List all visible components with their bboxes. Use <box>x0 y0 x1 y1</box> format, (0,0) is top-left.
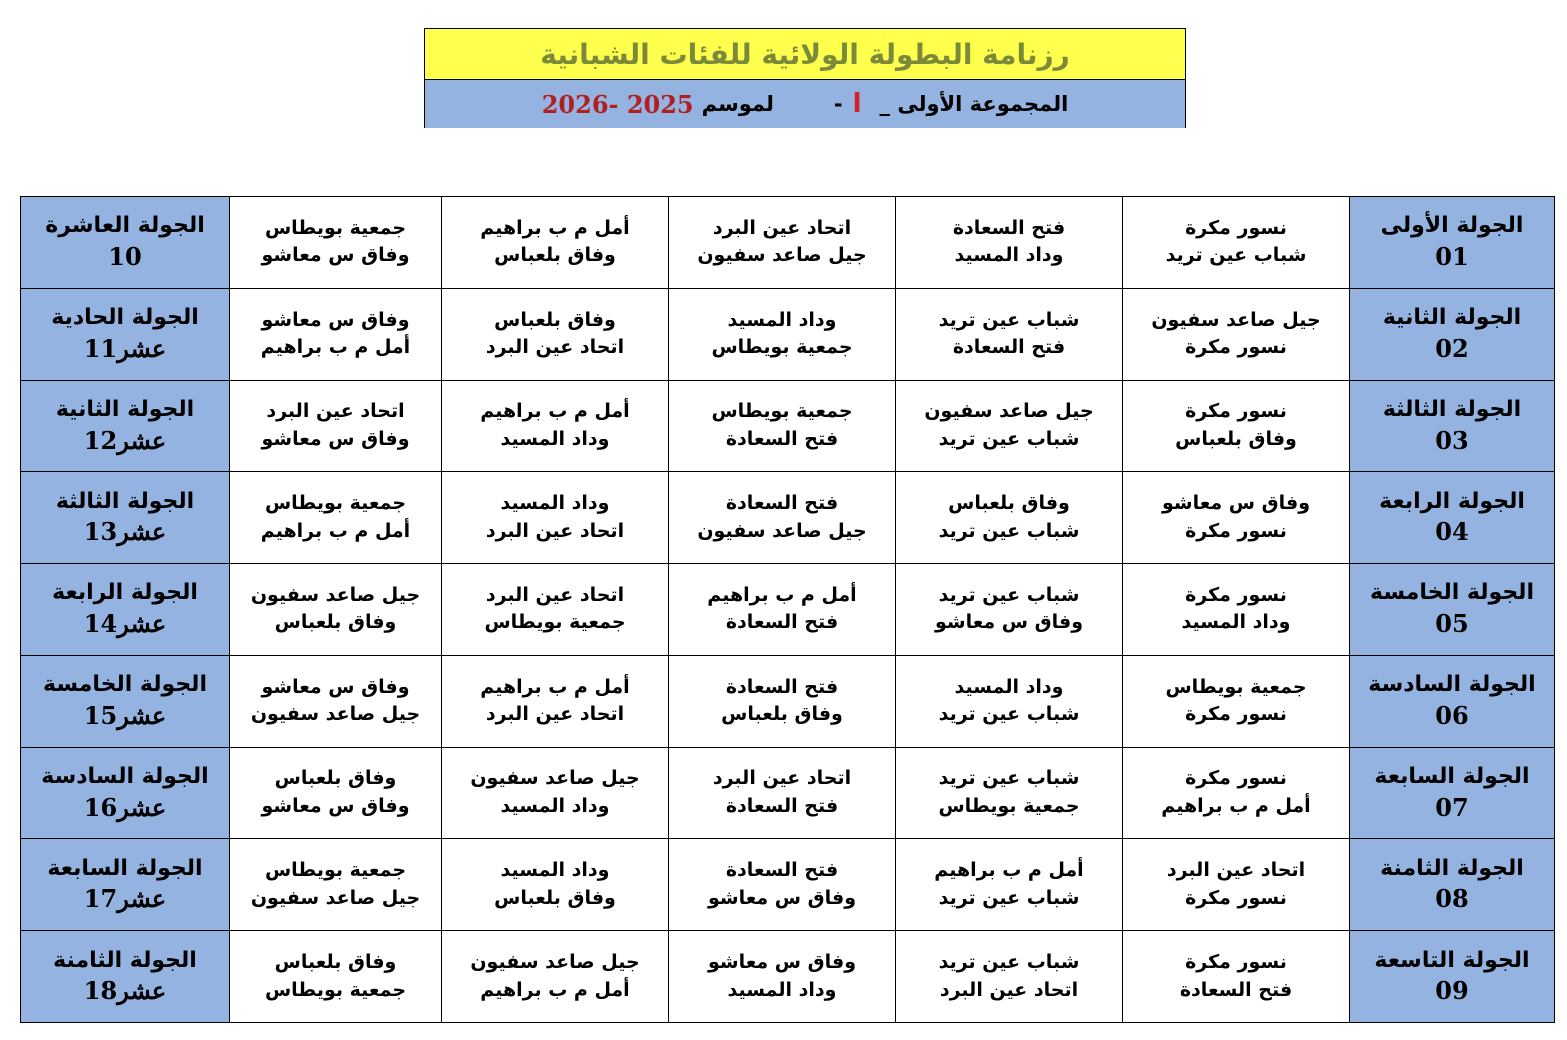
home-team: اتحاد عين البرد <box>712 767 852 790</box>
match-cell <box>669 655 896 747</box>
away-team: فتح السعادة <box>725 794 839 817</box>
home-team: جيل صاعد سفيون <box>1151 308 1321 331</box>
home-team: وفاق بلعباس <box>274 951 397 974</box>
away-team: اتحاد عين البرد <box>485 336 625 359</box>
round-name: الجولة الخامسة <box>1370 580 1534 606</box>
home-team: جمعية بويطاس <box>264 216 407 239</box>
home-team: فتح السعادة <box>725 675 839 698</box>
home-team: فتح السعادة <box>725 492 839 515</box>
round-number: 05 <box>1435 609 1469 639</box>
match-cell <box>230 197 442 289</box>
match-cell <box>896 931 1123 1023</box>
away-team: نسور مكرة <box>1185 886 1287 909</box>
home-team: جيل صاعد سفيون <box>924 400 1094 423</box>
round-name: الجولة الثانية <box>1382 305 1522 331</box>
away-team: وفاق س معاشو <box>261 427 410 450</box>
away-team: أمل م ب براهيم <box>260 519 411 542</box>
round-number: عشر12 <box>83 425 167 455</box>
home-team: وفاق س معاشو <box>261 675 410 698</box>
away-team: شباب عين تريد <box>938 427 1080 450</box>
away-team: فتح السعادة <box>1179 978 1293 1001</box>
round-name: الجولة السادسة <box>41 763 209 789</box>
match-cell <box>669 839 896 931</box>
match-cell <box>442 197 669 289</box>
away-team: وفاق س معاشو <box>934 611 1084 634</box>
match-cell <box>442 564 669 656</box>
away-team: شباب عين تريد <box>938 886 1080 909</box>
match-cell <box>442 380 669 472</box>
page-title: رزنامة البطولة الولائية للفئات الشبانية <box>425 29 1185 80</box>
away-team: فتح السعادة <box>725 611 839 634</box>
match-cell <box>442 472 669 564</box>
match-cell <box>442 931 669 1023</box>
table-row <box>21 472 1555 564</box>
second-leg-round-cell <box>21 655 230 747</box>
table-row <box>21 839 1555 931</box>
round-name: الجولة الثالثة <box>1382 396 1522 422</box>
match-cell <box>230 747 442 839</box>
away-team: وداد المسيد <box>500 794 610 817</box>
away-team: جمعية بويطاس <box>484 611 626 634</box>
away-team: وفاق س معاشو <box>261 794 410 817</box>
away-team: أمل م ب براهيم <box>1161 794 1311 817</box>
second-leg-round-cell <box>21 288 230 380</box>
home-team: وداد المسيد <box>954 675 1064 698</box>
home-team: فتح السعادة <box>725 859 839 882</box>
home-team: جمعية بويطاس <box>711 400 853 423</box>
away-team: وفاق س معاشو <box>261 244 410 267</box>
season-label: لموسم <box>701 92 774 116</box>
second-leg-round-cell <box>21 564 230 656</box>
away-team: وداد المسيد <box>954 244 1064 267</box>
round-number: عشر18 <box>83 976 167 1006</box>
match-cell <box>442 655 669 747</box>
match-cell <box>442 288 669 380</box>
match-cell <box>1123 472 1350 564</box>
first-leg-round-cell <box>1350 655 1555 747</box>
away-team: نسور مكرة <box>1185 336 1287 359</box>
round-number: 01 <box>1435 242 1469 272</box>
away-team: شباب عين تريد <box>1165 244 1307 267</box>
home-team: وداد المسيد <box>500 492 610 515</box>
away-team: جمعية بويطاس <box>938 794 1080 817</box>
home-team: وفاق بلعباس <box>948 492 1070 515</box>
group-season-line <box>425 80 1185 128</box>
round-name: الجولة الحادية <box>51 305 199 331</box>
match-cell <box>230 655 442 747</box>
home-team: جمعية بويطاس <box>264 859 407 882</box>
round-number: 02 <box>1435 333 1469 363</box>
round-name: الجولة السابعة <box>47 855 203 881</box>
match-cell <box>1123 931 1350 1023</box>
home-team: وفاق بلعباس <box>274 767 397 790</box>
home-team: وداد المسيد <box>500 859 610 882</box>
home-team: جمعية بويطاس <box>264 492 407 515</box>
home-team: اتحاد عين البرد <box>1166 859 1306 882</box>
round-number: 10 <box>108 242 142 272</box>
round-number: 09 <box>1435 976 1469 1006</box>
round-number: 04 <box>1435 517 1469 547</box>
match-cell <box>1123 380 1350 472</box>
away-team: جيل صاعد سفيون <box>697 519 867 542</box>
home-team: جمعية بويطاس <box>1165 675 1307 698</box>
home-team: اتحاد عين البرد <box>266 400 405 423</box>
first-leg-round-cell <box>1350 747 1555 839</box>
match-cell <box>669 288 896 380</box>
first-leg-round-cell <box>1350 839 1555 931</box>
away-team: وفاق بلعباس <box>494 244 616 267</box>
away-team: جيل صاعد سفيون <box>697 244 867 267</box>
match-cell <box>896 472 1123 564</box>
away-team: شباب عين تريد <box>938 703 1080 726</box>
schedule-header <box>424 28 1186 128</box>
home-team: أمل م ب براهيم <box>480 216 630 239</box>
second-leg-round-cell <box>21 839 230 931</box>
away-team: وداد المسيد <box>500 427 610 450</box>
round-name: الجولة التاسعة <box>1374 947 1530 973</box>
round-name: الجولة الثامنة <box>1380 855 1524 881</box>
round-name: الجولة الخامسة <box>43 672 207 698</box>
match-cell <box>896 839 1123 931</box>
first-leg-round-cell <box>1350 931 1555 1023</box>
home-team: وفاق س معاشو <box>1161 492 1311 515</box>
second-leg-round-cell <box>21 197 230 289</box>
match-cell <box>669 197 896 289</box>
away-team: شباب عين تريد <box>938 519 1080 542</box>
home-team: أمل م ب براهيم <box>707 583 857 606</box>
separator-dash: - <box>833 92 843 116</box>
match-cell <box>230 931 442 1023</box>
season-years: 2026- 2025 <box>541 89 694 119</box>
home-team: جيل صاعد سفيون <box>250 583 421 606</box>
home-team: اتحاد عين البرد <box>712 216 852 239</box>
away-team: جمعية بويطاس <box>711 336 853 359</box>
match-cell <box>669 472 896 564</box>
away-team: اتحاد عين البرد <box>485 519 625 542</box>
table-row <box>21 288 1555 380</box>
match-cell <box>230 472 442 564</box>
match-cell <box>442 839 669 931</box>
away-team: اتحاد عين البرد <box>485 703 625 726</box>
table-row <box>21 380 1555 472</box>
second-leg-round-cell <box>21 472 230 564</box>
round-name: الجولة الرابعة <box>52 580 198 606</box>
away-team: أمل م ب براهيم <box>260 336 411 359</box>
first-leg-round-cell <box>1350 380 1555 472</box>
round-number: 08 <box>1435 884 1469 914</box>
round-number: عشر11 <box>83 333 167 363</box>
match-cell <box>230 380 442 472</box>
round-name: الجولة الثامنة <box>53 947 197 973</box>
round-number: 06 <box>1435 700 1469 730</box>
match-cell <box>230 564 442 656</box>
home-team: اتحاد عين البرد <box>485 583 625 606</box>
away-team: اتحاد عين البرد <box>939 978 1079 1001</box>
away-team: وفاق بلعباس <box>1175 427 1297 450</box>
match-cell <box>669 931 896 1023</box>
match-cell <box>669 564 896 656</box>
home-team: أمل م ب براهيم <box>934 859 1084 882</box>
home-team: نسور مكرة <box>1185 583 1287 606</box>
home-team: شباب عين تريد <box>938 583 1080 606</box>
home-team: شباب عين تريد <box>938 308 1080 331</box>
round-number: عشر16 <box>83 792 167 822</box>
away-team: نسور مكرة <box>1185 703 1287 726</box>
away-team: وفاق بلعباس <box>274 611 397 634</box>
home-team: نسور مكرة <box>1185 767 1287 790</box>
home-team: نسور مكرة <box>1185 216 1287 239</box>
first-leg-round-cell <box>1350 288 1555 380</box>
round-number: 07 <box>1435 792 1469 822</box>
away-team: جمعية بويطاس <box>264 978 407 1001</box>
match-cell <box>896 197 1123 289</box>
group-letter: ا <box>852 89 862 119</box>
round-name: الجولة الثانية <box>55 396 195 422</box>
table-row <box>21 655 1555 747</box>
home-team: أمل م ب براهيم <box>480 400 630 423</box>
match-cell <box>1123 197 1350 289</box>
round-number: 03 <box>1435 425 1469 455</box>
away-team: وفاق بلعباس <box>494 886 616 909</box>
home-team: جيل صاعد سفيون <box>470 767 640 790</box>
away-team: وداد المسيد <box>727 978 837 1001</box>
first-leg-round-cell <box>1350 197 1555 289</box>
first-leg-round-cell <box>1350 564 1555 656</box>
home-team: وداد المسيد <box>727 308 837 331</box>
home-team: شباب عين تريد <box>938 951 1080 974</box>
away-team: وداد المسيد <box>1181 611 1291 634</box>
home-team: نسور مكرة <box>1185 400 1287 423</box>
away-team: أمل م ب براهيم <box>480 978 630 1001</box>
match-cell <box>896 655 1123 747</box>
away-team: وفاق س معاشو <box>707 886 857 909</box>
away-team: فتح السعادة <box>952 336 1066 359</box>
home-team: وفاق س معاشو <box>707 951 857 974</box>
home-team: شباب عين تريد <box>938 767 1080 790</box>
first-leg-round-cell <box>1350 472 1555 564</box>
home-team: نسور مكرة <box>1185 951 1287 974</box>
away-team: جيل صاعد سفيون <box>250 886 421 909</box>
round-name: الجولة السابعة <box>1374 763 1530 789</box>
home-team: فتح السعادة <box>952 216 1066 239</box>
match-cell <box>896 288 1123 380</box>
home-team: وفاق بلعباس <box>494 308 616 331</box>
round-number: عشر15 <box>83 700 167 730</box>
match-cell <box>230 288 442 380</box>
match-cell <box>230 839 442 931</box>
match-cell <box>1123 288 1350 380</box>
schedule-table <box>20 196 1555 1023</box>
away-team: نسور مكرة <box>1185 519 1287 542</box>
away-team: وفاق بلعباس <box>721 703 843 726</box>
round-name: الجولة الرابعة <box>1379 488 1525 514</box>
group-label: المجموعة الأولى _ <box>879 92 1069 116</box>
second-leg-round-cell <box>21 931 230 1023</box>
match-cell <box>669 747 896 839</box>
table-row <box>21 564 1555 656</box>
match-cell <box>896 564 1123 656</box>
match-cell <box>896 380 1123 472</box>
table-row <box>21 197 1555 289</box>
home-team: جيل صاعد سفيون <box>470 951 640 974</box>
match-cell <box>1123 839 1350 931</box>
match-cell <box>1123 747 1350 839</box>
round-name: الجولة السادسة <box>1368 672 1536 698</box>
away-team: فتح السعادة <box>725 427 839 450</box>
away-team: جيل صاعد سفيون <box>250 703 421 726</box>
match-cell <box>1123 655 1350 747</box>
match-cell <box>1123 564 1350 656</box>
home-team: أمل م ب براهيم <box>480 675 630 698</box>
match-cell <box>669 380 896 472</box>
table-row <box>21 747 1555 839</box>
second-leg-round-cell <box>21 380 230 472</box>
round-name: الجولة الأولى <box>1380 213 1524 239</box>
home-team: وفاق س معاشو <box>261 308 410 331</box>
match-cell <box>442 747 669 839</box>
match-cell <box>896 747 1123 839</box>
round-name: الجولة الثالثة <box>55 488 195 514</box>
round-name: الجولة العاشرة <box>45 213 205 239</box>
second-leg-round-cell <box>21 747 230 839</box>
round-number: عشر14 <box>83 609 167 639</box>
table-row <box>21 931 1555 1023</box>
round-number: عشر13 <box>83 517 167 547</box>
round-number: عشر17 <box>83 884 167 914</box>
